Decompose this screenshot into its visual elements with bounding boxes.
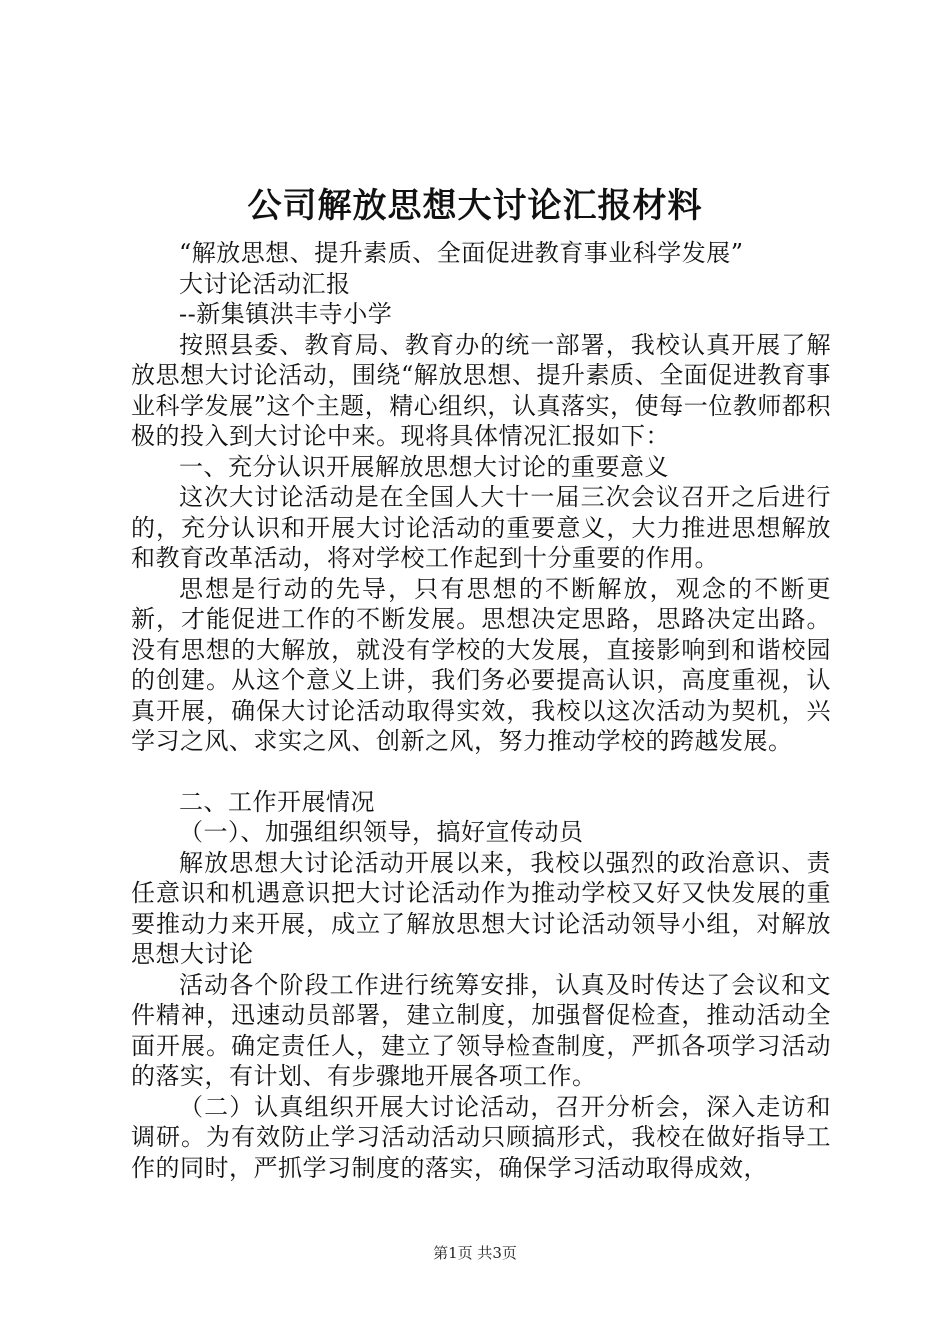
- paragraph-intro: 按照县委、教育局、教育办的统一部署，我校认真开展了解放思想大讨论活动，围绕“解放思想、提升素质、全面促进教育事业科学发展”这个主题，精心组织，认真落实，使每一位教师都积极的投入到大讨论中来。现将具体情况汇报如下：: [131, 330, 831, 450]
- theme-line: “解放思想、提升素质、全面促进教育事业科学发展”: [179, 239, 744, 267]
- paragraph-leadership: 解放思想大讨论活动开展以来，我校以强烈的政治意识、责任意识和机遇意识把大讨论活动作为推动学校又好又快发展的重要推动力来开展，成立了解放思想大讨论活动领导小组，对解放思想大讨论: [131, 848, 831, 968]
- paragraph-arrangement: 活动各个阶段工作进行统筹安排，认真及时传达了会议和文件精神，迅速动员部署，建立制度，加强督促检查，推动活动全面开展。确定责任人，建立了领导检查制度，严抓各项学习活动的落实，有计划、有步骤地开展各项工作。: [131, 970, 831, 1090]
- document-title: 公司解放思想大讨论汇报材料: [247, 186, 703, 226]
- paragraph-discussion: （二）认真组织开展大讨论活动，召开分析会，深入走访和调研。为有效防止学习活动活动只顾搞形式，我校在做好指导工作的同时，严抓学习制度的落实，确保学习活动取得成效，: [131, 1092, 831, 1182]
- section-heading-1: 一、充分认识开展解放思想大讨论的重要意义: [179, 452, 669, 481]
- paragraph-gap: [131, 757, 831, 787]
- paragraph-thought: 思想是行动的先导，只有思想的不断解放，观念的不断更新，才能促进工作的不断发展。思想决定思路，思路决定出路。没有思想的大解放，就没有学校的大发展，直接影响到和谐校园的创建。从这个意义上讲，我们务必要提高认识，高度重视，认真开展，确保大讨论活动取得实效，我校以这次活动为契机，兴学习之风、求实之风、创新之风，努力推动学校的跨越发展。: [131, 574, 831, 755]
- school-name: --新集镇洪丰寺小学: [179, 300, 393, 328]
- section-heading-2: 二、工作开展情况: [179, 787, 375, 816]
- subsection-heading-1: （一）、加强组织领导，搞好宣传动员: [179, 818, 584, 846]
- page-footer: 第1页 共3页: [433, 1244, 517, 1262]
- report-subtitle: 大讨论活动汇报: [179, 269, 351, 298]
- paragraph-significance: 这次大讨论活动是在全国人大十一届三次会议召开之后进行的，充分认识和开展大讨论活动的重要意义，大力推进思想解放和教育改革活动，将对学校工作起到十分重要的作用。: [131, 483, 831, 572]
- document-body: [131, 238, 831, 1183]
